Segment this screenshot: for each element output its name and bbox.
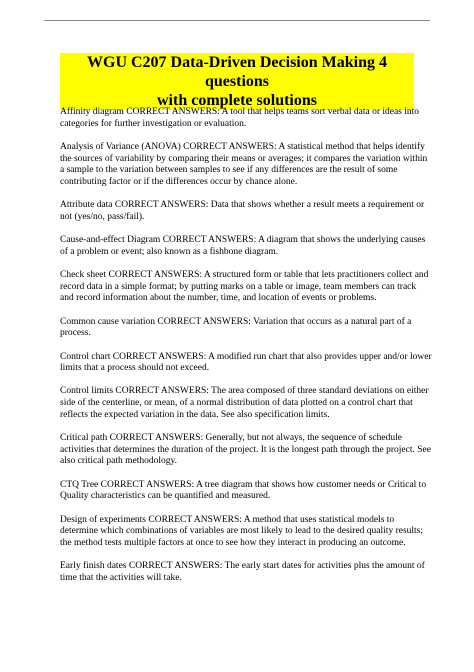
glossary-entry-control-chart: Control chart CORRECT ANSWERS: A modified run chart that also provides upper and/or lower limits that a process should not exceed. [60,351,432,374]
glossary-entry-check-sheet: Check sheet CORRECT ANSWERS: A structured form or table that lets practitioners collect and record data in a simple format; by putting marks on a table or image, team members can track and record information about the number, time, and location of events or problems. [60,270,429,304]
header-rule [44,20,430,21]
glossary-entry-attribute-data: Attribute data CORRECT ANSWERS: Data that shows whether a result meets a requirement or not (yes/no, pass/fail). [60,200,425,222]
glossary-entry-ctq-tree: CTQ Tree CORRECT ANSWERS: A tree diagram that shows how customer needs or Critical to Quality characteristics can be quantified and measured. [60,479,427,502]
glossary-entry-critical-path: Critical path CORRECT ANSWERS: Generally, but not always, the sequence of schedule activities that determines the duration of the project. It is the longest path through the project. See also critical path methodology. [60,433,431,467]
document-title-line-1: WGU C207 Data-Driven Decision Making 4 questions [87,54,387,90]
glossary-entry-early-finish-dates: Early finish dates CORRECT ANSWERS: The early start dates for activities plus the amount of time that the activities will take. [60,561,425,583]
glossary-entry-control-limits: Control limits CORRECT ANSWERS: The area composed of three standard deviations on either side of the centerline, or mean, of a normal distribution of data plotted on a control chart that reflects the expected variation in the data. See also specification limits. [60,386,429,420]
glossary-entry-affinity-diagram: Affinity diagram CORRECT ANSWERS: A tool that helps teams sort verbal data or ideas into categories for further investigation or evaluation. [60,107,420,129]
glossary-entry-common-cause-variation: Common cause variation CORRECT ANSWERS: Variation that occurs as a natural part of a process. [60,316,412,339]
glossary-entry-anova: Analysis of Variance (ANOVA) CORRECT ANSWERS: A statistical method that helps identify the sources of variability by comparing their means or averages; it compares the variation within a sample to the variation between samples to see if any differences are the result of some contributing factor or if the differences occur by chance alone. [60,141,428,188]
glossary-entry-design-of-experiments: Design of experiments CORRECT ANSWERS: A method that uses statistical models to determine which combinations of variables are most likely to lead to the desired quality results; the method tests multiple factors at once to see how they interact in producing an outcome. [60,514,424,548]
glossary-entry-cause-and-effect-diagram: Cause-and-effect Diagram CORRECT ANSWERS: A diagram that shows the underlying causes of a problem or event; also known as a fishbone diagram. [60,235,426,257]
document-title [60,53,414,110]
document-title-line-2: with complete solutions [157,92,317,109]
glossary-entries [60,107,432,596]
